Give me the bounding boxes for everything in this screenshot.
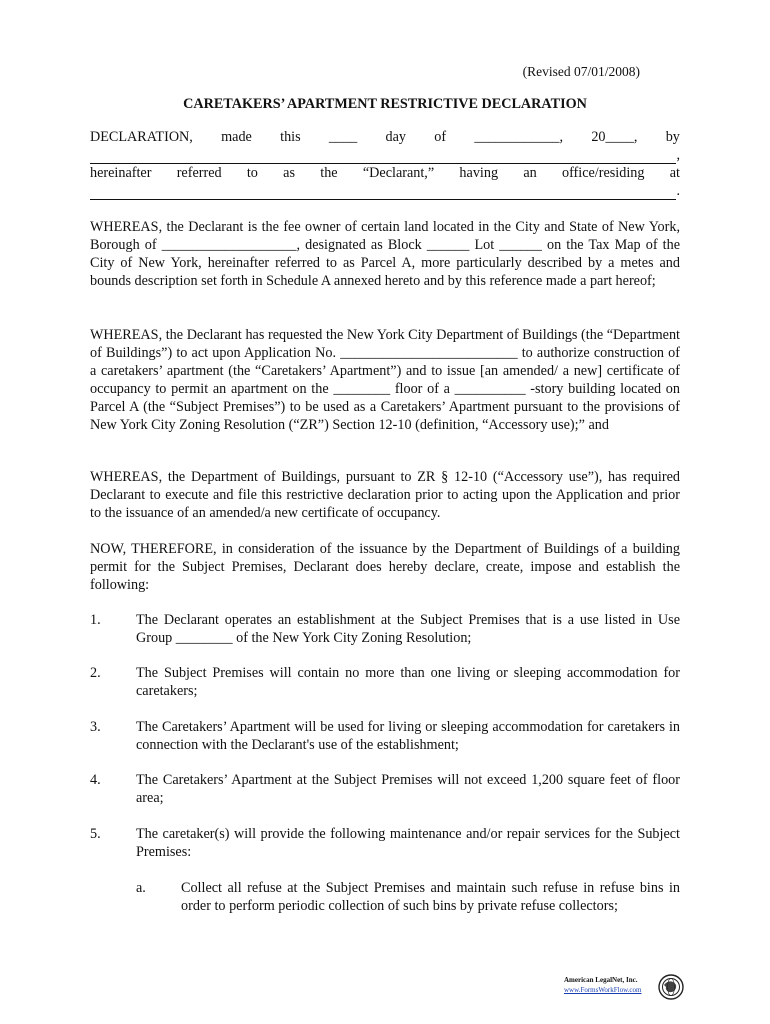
decl-blank: 20____, bbox=[591, 129, 638, 145]
list-item bbox=[90, 825, 680, 861]
whereas-paragraph-1 bbox=[90, 218, 680, 290]
list-item-number: 4. bbox=[90, 772, 101, 788]
declaration-line-2 bbox=[90, 146, 680, 164]
decl-word: hereinafter bbox=[90, 165, 152, 181]
line-end-punct: , bbox=[676, 147, 680, 163]
document-title: CARETAKERS’ APARTMENT RESTRICTIVE DECLARATION bbox=[183, 96, 587, 112]
blank-line bbox=[90, 186, 676, 200]
decl-word: to bbox=[246, 165, 258, 181]
sub-list-item bbox=[136, 879, 680, 915]
decl-word: office/residing bbox=[561, 165, 645, 181]
list-item bbox=[90, 771, 680, 807]
list-item-text: The Caretakers’ Apartment at the Subject Premises will not exceed 1,200 square feet of floor area; bbox=[136, 772, 680, 806]
list-item-number: 5. bbox=[90, 826, 101, 842]
decl-word: this bbox=[280, 129, 301, 145]
line-end-punct: . bbox=[676, 183, 680, 199]
decl-word: having bbox=[459, 165, 499, 181]
revision-date: (Revised 07/01/2008) bbox=[522, 64, 640, 79]
decl-word: referred bbox=[176, 165, 222, 181]
declaration-line-1 bbox=[90, 128, 680, 146]
decl-word: day bbox=[385, 129, 407, 145]
decl-blank: ____ bbox=[328, 129, 358, 145]
whereas-paragraph-2 bbox=[90, 326, 680, 434]
list-item-number: 3. bbox=[90, 719, 101, 735]
decl-word: DECLARATION, bbox=[90, 129, 193, 145]
decl-word: an bbox=[523, 165, 537, 181]
list-item bbox=[90, 718, 680, 754]
publisher-name: American LegalNet, Inc. bbox=[564, 976, 638, 984]
decl-word: as bbox=[283, 165, 295, 181]
paragraph-text: WHEREAS, the Declarant is the fee owner of certain land located in the City and State of New York, Borough of ___________________, designated as Block ______ Lot ______ on the Tax Map of the City of New York, hereinafter referred to as Parcel A, more particularly described by a metes and bounds description set forth in Schedule A annexed hereto and by this reference made a part hereof; bbox=[90, 219, 680, 289]
decl-word: at bbox=[669, 165, 680, 181]
decl-word: made bbox=[221, 129, 252, 145]
list-item-text: The Caretakers’ Apartment will be used for living or sleeping accommodation for caretakers in connection with the Declarant's use of the establishment; bbox=[136, 719, 680, 753]
decl-word: by bbox=[665, 129, 680, 145]
publisher-website-link[interactable]: www.FormsWorkFlow.com bbox=[564, 986, 642, 994]
list-item-text: The Declarant operates an establishment at the Subject Premises that is a use listed in Use Group ________ of the New York City Zoning Resolution; bbox=[136, 612, 680, 646]
list-item bbox=[90, 664, 680, 700]
list-item-number: 2. bbox=[90, 665, 101, 681]
publisher-footer bbox=[560, 974, 684, 1000]
decl-word: of bbox=[434, 129, 447, 145]
sub-list-item-text: Collect all refuse at the Subject Premises and maintain such refuse in refuse bins in order to perform periodic collection of such bins by private refuse collectors; bbox=[181, 880, 680, 914]
list-item-number: 1. bbox=[90, 612, 101, 628]
now-therefore-paragraph bbox=[90, 540, 680, 594]
list-item bbox=[90, 611, 680, 647]
paragraph-text: NOW, THEREFORE, in consideration of the issuance by the Department of Buildings of a building permit for the Subject Premises, Declarant does hereby declare, create, impose and establish the following: bbox=[90, 541, 680, 593]
list-item-text: The caretaker(s) will provide the following maintenance and/or repair services for the Subject Premises: bbox=[136, 826, 680, 860]
declaration-line-3 bbox=[90, 164, 680, 182]
whereas-paragraph-3 bbox=[90, 468, 680, 522]
decl-blank: ____________, bbox=[474, 129, 564, 145]
globe-seal-icon bbox=[658, 974, 684, 1000]
decl-word: the bbox=[320, 165, 338, 181]
paragraph-text: WHEREAS, the Department of Buildings, pursuant to ZR § 12-10 (“Accessory use”), has required Declarant to execute and file this restrictive declaration prior to acting upon the Application and prior to the issuance of an amended/a new certificate of occupancy. bbox=[90, 469, 680, 521]
sub-list-item-letter: a. bbox=[136, 880, 146, 896]
list-item-text: The Subject Premises will contain no more than one living or sleeping accommodation for caretakers; bbox=[136, 665, 680, 699]
declaration-preamble bbox=[90, 128, 680, 200]
declaration-line-4 bbox=[90, 182, 680, 200]
paragraph-text: WHEREAS, the Declarant has requested the New York City Department of Buildings (the “Department of Buildings”) to act upon Application No. _________________________ to authorize construction of a caretakers’ apartment (the “Caretakers’ Apartment”) and to issue [an amended/ a new] certificate of occupancy to permit an apartment on the ________ floor of a __________ -story building located on Parcel A (the “Subject Premises”) to be used as a Caretakers’ Apartment pursuant to the provisions of New York City Zoning Resolution (“ZR”) Section 12-10 (definition, “Accessory use);” and bbox=[90, 327, 680, 433]
blank-line bbox=[90, 150, 676, 164]
decl-word: “Declarant,” bbox=[362, 165, 435, 181]
